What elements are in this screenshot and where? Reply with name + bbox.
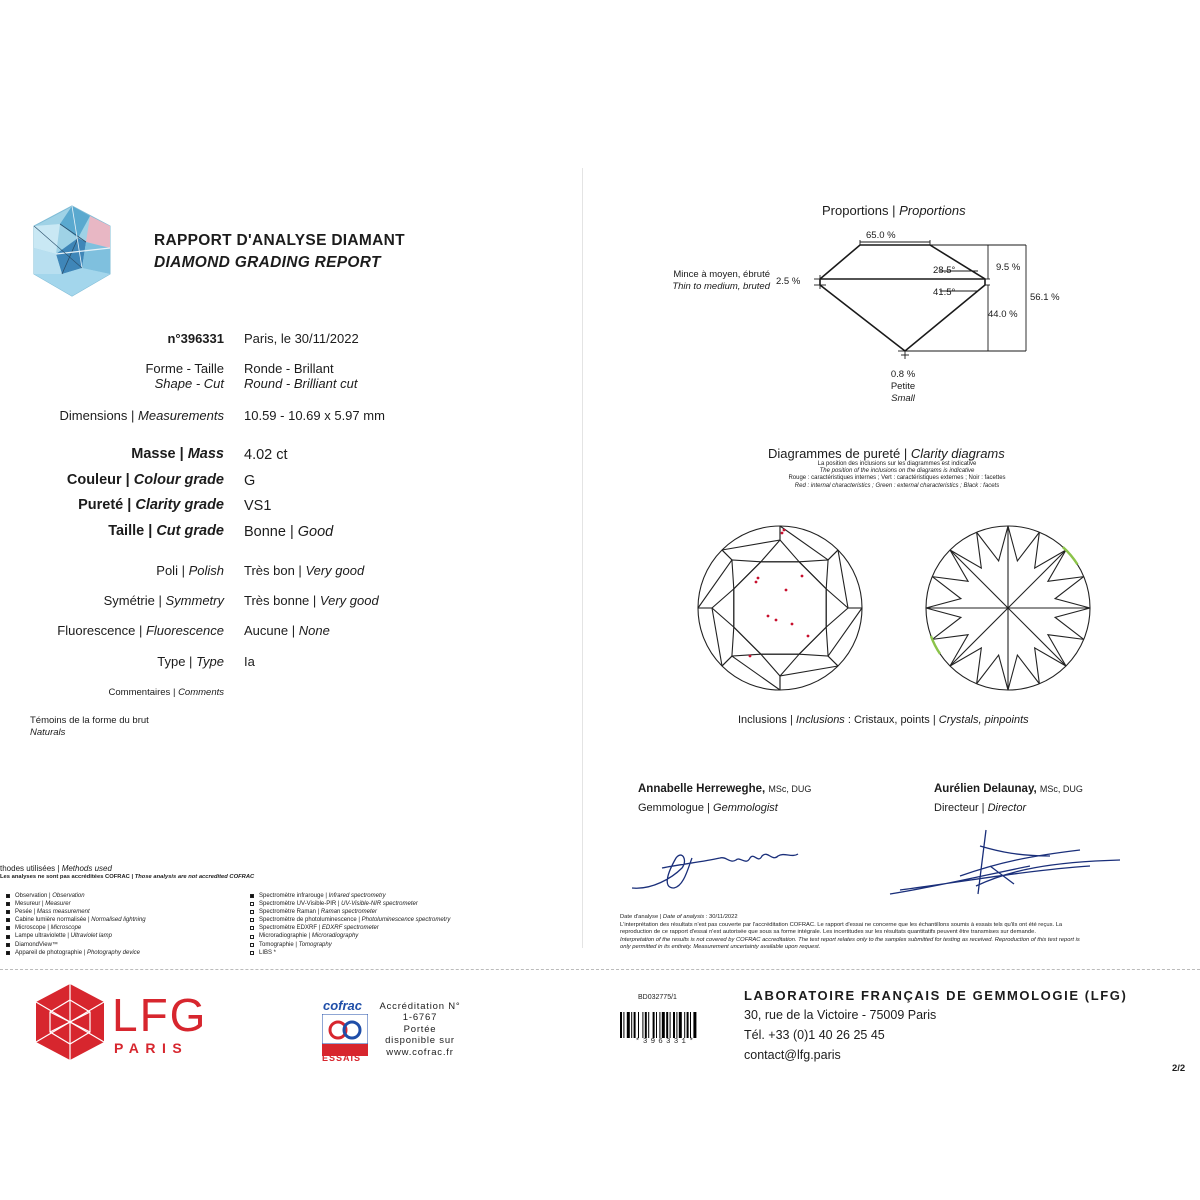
naturals-label-fr: Témoins de la forme du brut (30, 715, 149, 726)
checked-box-icon (6, 918, 10, 922)
method-item: Microscope | Microscope (6, 924, 146, 932)
culet-pct: 0.8 % (890, 369, 916, 380)
culet-desc-fr: Petite (890, 381, 916, 392)
unchecked-box-icon (250, 918, 254, 922)
girdle-desc-fr: Mince à moyen, ébruté (673, 269, 770, 280)
star-facet (732, 560, 761, 589)
dimensions-label: Dimensions | Measurements (59, 408, 224, 423)
star-facet (799, 560, 828, 589)
method-item: Observation | Observation (6, 892, 146, 900)
lower-girdle-facet (1055, 577, 1090, 608)
legal-notice: Date d'analyse | Date of analysis : 30/11/2022 L'interprétation des résultats n'est pas couverte par l'accréditation COFRAC. Le rapport d'essai ne concerne que les échantillons soumis à essais tels qu'ils ont été reçus. La reproduction de ce rapport d'essai n'est autorisée que sous sa forme intégrale. Les incertitudes sur les résultats quantitatifs peuvent être transmises sur demande. Interpretation of the results is not covered by COFRAC accreditation. The test report relates only to the samples submitted for testing as received. Reproduction of this test report is only permitted in its entirety. Measurement uncertainty available upon request. (620, 914, 1080, 951)
lower-girdle-facet (977, 655, 1008, 690)
signatory-1-name: Annabelle Herreweghe, MSc, DUG (638, 783, 812, 795)
star-facet (761, 540, 799, 562)
barcode-bar (648, 1012, 649, 1038)
kite-edge (722, 656, 732, 666)
lower-girdle-facet (977, 526, 1008, 561)
upper-girdle-facet (722, 526, 780, 550)
pavilion-depth-pct: 44.0 % (988, 309, 1018, 320)
lower-girdle-facet (1055, 608, 1090, 639)
symmetry-value: Très bonne | Very good (244, 593, 379, 608)
checked-box-icon (6, 926, 10, 930)
barcode-bar (659, 1012, 660, 1038)
barcode-text: *396331* (635, 1038, 697, 1046)
lower-girdle-facet (926, 608, 961, 639)
naturals-label-en: Naturals (30, 727, 66, 738)
inclusion-mark (757, 577, 760, 580)
fluorescence-value: Aucune | None (244, 623, 330, 638)
table-facet-2 (734, 562, 826, 654)
unchecked-box-icon (250, 902, 254, 906)
inclusion-mark (791, 623, 794, 626)
lab-address: 30, rue de la Victoire - 75009 Paris (744, 1008, 937, 1022)
footer-separator (0, 969, 1200, 970)
checked-box-icon (6, 951, 10, 955)
kite-edge (828, 656, 838, 666)
kite-edge (828, 550, 838, 560)
type-label: Type | Type (157, 654, 224, 669)
inclusion-mark (755, 581, 758, 584)
lfg-paris: PARIS (114, 1040, 189, 1056)
proportions-diagram (640, 225, 1080, 410)
comments-label: Commentaires | Comments (108, 687, 224, 698)
checked-box-icon (6, 935, 10, 939)
page-fold (582, 168, 583, 948)
checked-box-icon (6, 943, 10, 947)
lfg-logo-icon (32, 982, 108, 1062)
signatory-2-role: Directeur | Director (934, 802, 1027, 814)
unchecked-box-icon (250, 935, 254, 939)
lfg-wordmark: LFG (112, 989, 208, 1041)
methods-list-right (250, 892, 450, 957)
method-item: Spectromètre infrarouge | Infrared spectrometry (250, 892, 450, 900)
crown-angle: 28.5° (933, 265, 956, 276)
signature-1-image (622, 828, 802, 898)
barcode-bar (642, 1012, 643, 1038)
dimensions-value: 10.59 - 10.69 x 5.97 mm (244, 408, 385, 423)
checked-box-icon (6, 894, 10, 898)
barcode-bar (631, 1012, 632, 1038)
star-facet (799, 627, 828, 656)
inclusion-mark (801, 575, 804, 578)
pavilion-angle: 41.5° (933, 287, 956, 298)
unchecked-box-icon (250, 910, 254, 914)
cut-grade-label: Taille | Cut grade (108, 523, 224, 539)
cofrac-wordmark: cofrac (323, 998, 363, 1013)
inclusion-mark (807, 635, 810, 638)
upper-girdle-facet (780, 666, 838, 690)
methods-note: Les analyses ne sont pas accréditées COFRAC | Those analysis are not accredited COFRAC (0, 874, 255, 880)
barcode-bar (690, 1012, 691, 1038)
method-item: Spectromètre EDXRF | EDXRF spectrometer (250, 924, 450, 932)
barcode-bar (670, 1012, 671, 1038)
crown-clarity-diagram (690, 508, 870, 708)
cofrac-logo-icon (322, 1014, 368, 1056)
polish-value: Très bon | Very good (244, 563, 365, 578)
clarity-diagrams-title: Diagrammes de pureté | Clarity diagrams (768, 446, 1005, 461)
checked-box-icon (6, 910, 10, 914)
inclusion-mark (775, 619, 778, 622)
signature-2-image (880, 826, 1130, 900)
signatory-1-role: Gemmologue | Gemmologist (638, 802, 778, 814)
barcode-bar (638, 1012, 639, 1038)
cofrac-accreditation: Accréditation N° 1-6767 Portée disponible sur www.cofrac.fr (379, 1001, 461, 1058)
lower-girdle-facet (1008, 526, 1039, 561)
proportions-title: Proportions | Proportions (822, 203, 966, 218)
barcode-bar (662, 1012, 665, 1038)
checked-box-icon (250, 894, 254, 898)
barcode-bar (684, 1012, 685, 1038)
kite-edge (722, 550, 732, 560)
method-item: DiamondView™ (6, 941, 146, 949)
girdle-pct: 2.5 % (776, 276, 801, 287)
method-item: Spectromètre Raman | Raman spectrometer (250, 908, 450, 916)
barcode-bar (620, 1012, 622, 1038)
inclusion-mark (749, 655, 752, 658)
clarity-value: VS1 (244, 498, 272, 514)
method-item: Appareil de photographie | Photography device (6, 949, 146, 957)
barcode-bar (687, 1012, 689, 1038)
unchecked-box-icon (250, 951, 254, 955)
unchecked-box-icon (250, 943, 254, 947)
mass-label: Masse | Mass (131, 446, 224, 462)
total-depth-pct: 56.1 % (1030, 292, 1060, 303)
barcode-bar (656, 1012, 657, 1038)
method-item: LIBS * (250, 949, 450, 957)
method-item: Spectromètre UV-Visible-PIR | UV-Visible-NIR spectrometer (250, 900, 450, 908)
clarity-label: Pureté | Clarity grade (78, 497, 224, 513)
unchecked-box-icon (250, 926, 254, 930)
upper-girdle-facet (838, 550, 862, 608)
shape-label-en: Shape - Cut (154, 376, 224, 391)
upper-girdle-facet (698, 608, 722, 666)
barcode-bar (679, 1012, 682, 1038)
lab-phone: Tél. +33 (0)1 40 26 25 45 (744, 1028, 885, 1042)
shape-value-fr: Ronde - Brillant (244, 361, 334, 376)
shape-label-fr: Forme - Taille (145, 361, 224, 376)
table-pct: 65.0 % (866, 230, 896, 241)
method-item: Lampe ultraviolette | Ultraviolet lamp (6, 932, 146, 940)
lab-name: LABORATOIRE FRANÇAIS DE GEMMOLOGIE (LFG) (744, 988, 1128, 1003)
cofrac-essais: ESSAIS (322, 1053, 362, 1063)
fluorescence-label: Fluorescence | Fluorescence (57, 623, 224, 638)
barcode-bar (634, 1012, 636, 1038)
star-facet (732, 627, 761, 656)
signatory-2-name: Aurélien Delaunay, MSc, DUG (934, 783, 1083, 795)
report-number: n°396331 (167, 331, 224, 346)
report-title-fr: RAPPORT D'ANALYSE DIAMANT (154, 232, 405, 249)
polish-label: Poli | Polish (156, 563, 224, 578)
barcode-bar (693, 1012, 696, 1038)
method-item: Cabine lumière normalisée | Normalised lightning (6, 916, 146, 924)
page-number: 2/2 (1172, 1063, 1186, 1074)
barcode-bar (645, 1012, 647, 1038)
colour-value: G (244, 473, 256, 489)
inclusion-mark (785, 589, 788, 592)
methods-title: thodes utilisées | Methods used (0, 864, 112, 873)
barcode-bar (653, 1012, 655, 1038)
type-value: Ia (244, 654, 255, 669)
method-item: Spectromètre de photoluminescence | Photoluminescence spectrometry (250, 916, 450, 924)
checked-box-icon (6, 902, 10, 906)
inclusion-mark (781, 532, 784, 535)
method-item: Tomographie | Tomography (250, 941, 450, 949)
barcode-bar (666, 1012, 668, 1038)
lower-girdle-facet (926, 577, 961, 608)
report-title-en: DIAMOND GRADING REPORT (154, 254, 381, 271)
symmetry-label: Symétrie | Symmetry (103, 593, 224, 608)
shape-value-en: Round - Brilliant cut (244, 376, 358, 391)
culet-desc-en: Small (891, 393, 915, 404)
inclusion-mark (767, 615, 770, 618)
inclusion-mark (783, 529, 786, 532)
diamond-logo-icon (26, 202, 118, 300)
colour-label: Couleur | Colour grade (66, 472, 224, 488)
report-place-date: Paris, le 30/11/2022 (244, 331, 359, 346)
barcode-id: BD032775/1 (638, 994, 677, 1001)
barcode-bar (623, 1012, 624, 1038)
lab-email[interactable]: contact@lfg.paris (744, 1048, 841, 1062)
cut-grade-value: Bonne | Good (244, 524, 334, 540)
lower-girdle-facet (1008, 655, 1039, 690)
external-mark (1063, 547, 1078, 564)
star-facet (826, 589, 848, 627)
method-item: Mesureur | Measurer (6, 900, 146, 908)
crown-height-pct: 9.5 % (996, 262, 1021, 273)
girdle-desc-en: Thin to medium, bruted (672, 281, 770, 292)
inclusions-line: Inclusions | Inclusions : Cristaux, points | Crystals, pinpoints (738, 714, 1029, 726)
method-item: Pesée | Mass measurement (6, 908, 146, 916)
method-item: Microradiographie | Microradiography (250, 932, 450, 940)
pavilion-clarity-diagram (918, 508, 1098, 708)
barcode-bar (676, 1012, 677, 1038)
clarity-notes: La position des inclusions sur les diagrammes est indicative The position of the inclusions on the diagrams is indicative Rouge : caractéristiques internes ; Vert : caractéristiques externes ; Noir : facettes Red : internal characteristics ; Green : external characteristics ; Black : facets (788, 461, 1006, 489)
star-facet (712, 589, 734, 627)
barcode-image (620, 1012, 712, 1038)
mass-value: 4.02 ct (244, 447, 288, 463)
barcode-bar (673, 1012, 675, 1038)
methods-list-left (6, 892, 146, 957)
barcode-bar (627, 1012, 630, 1038)
star-facet (761, 654, 799, 676)
